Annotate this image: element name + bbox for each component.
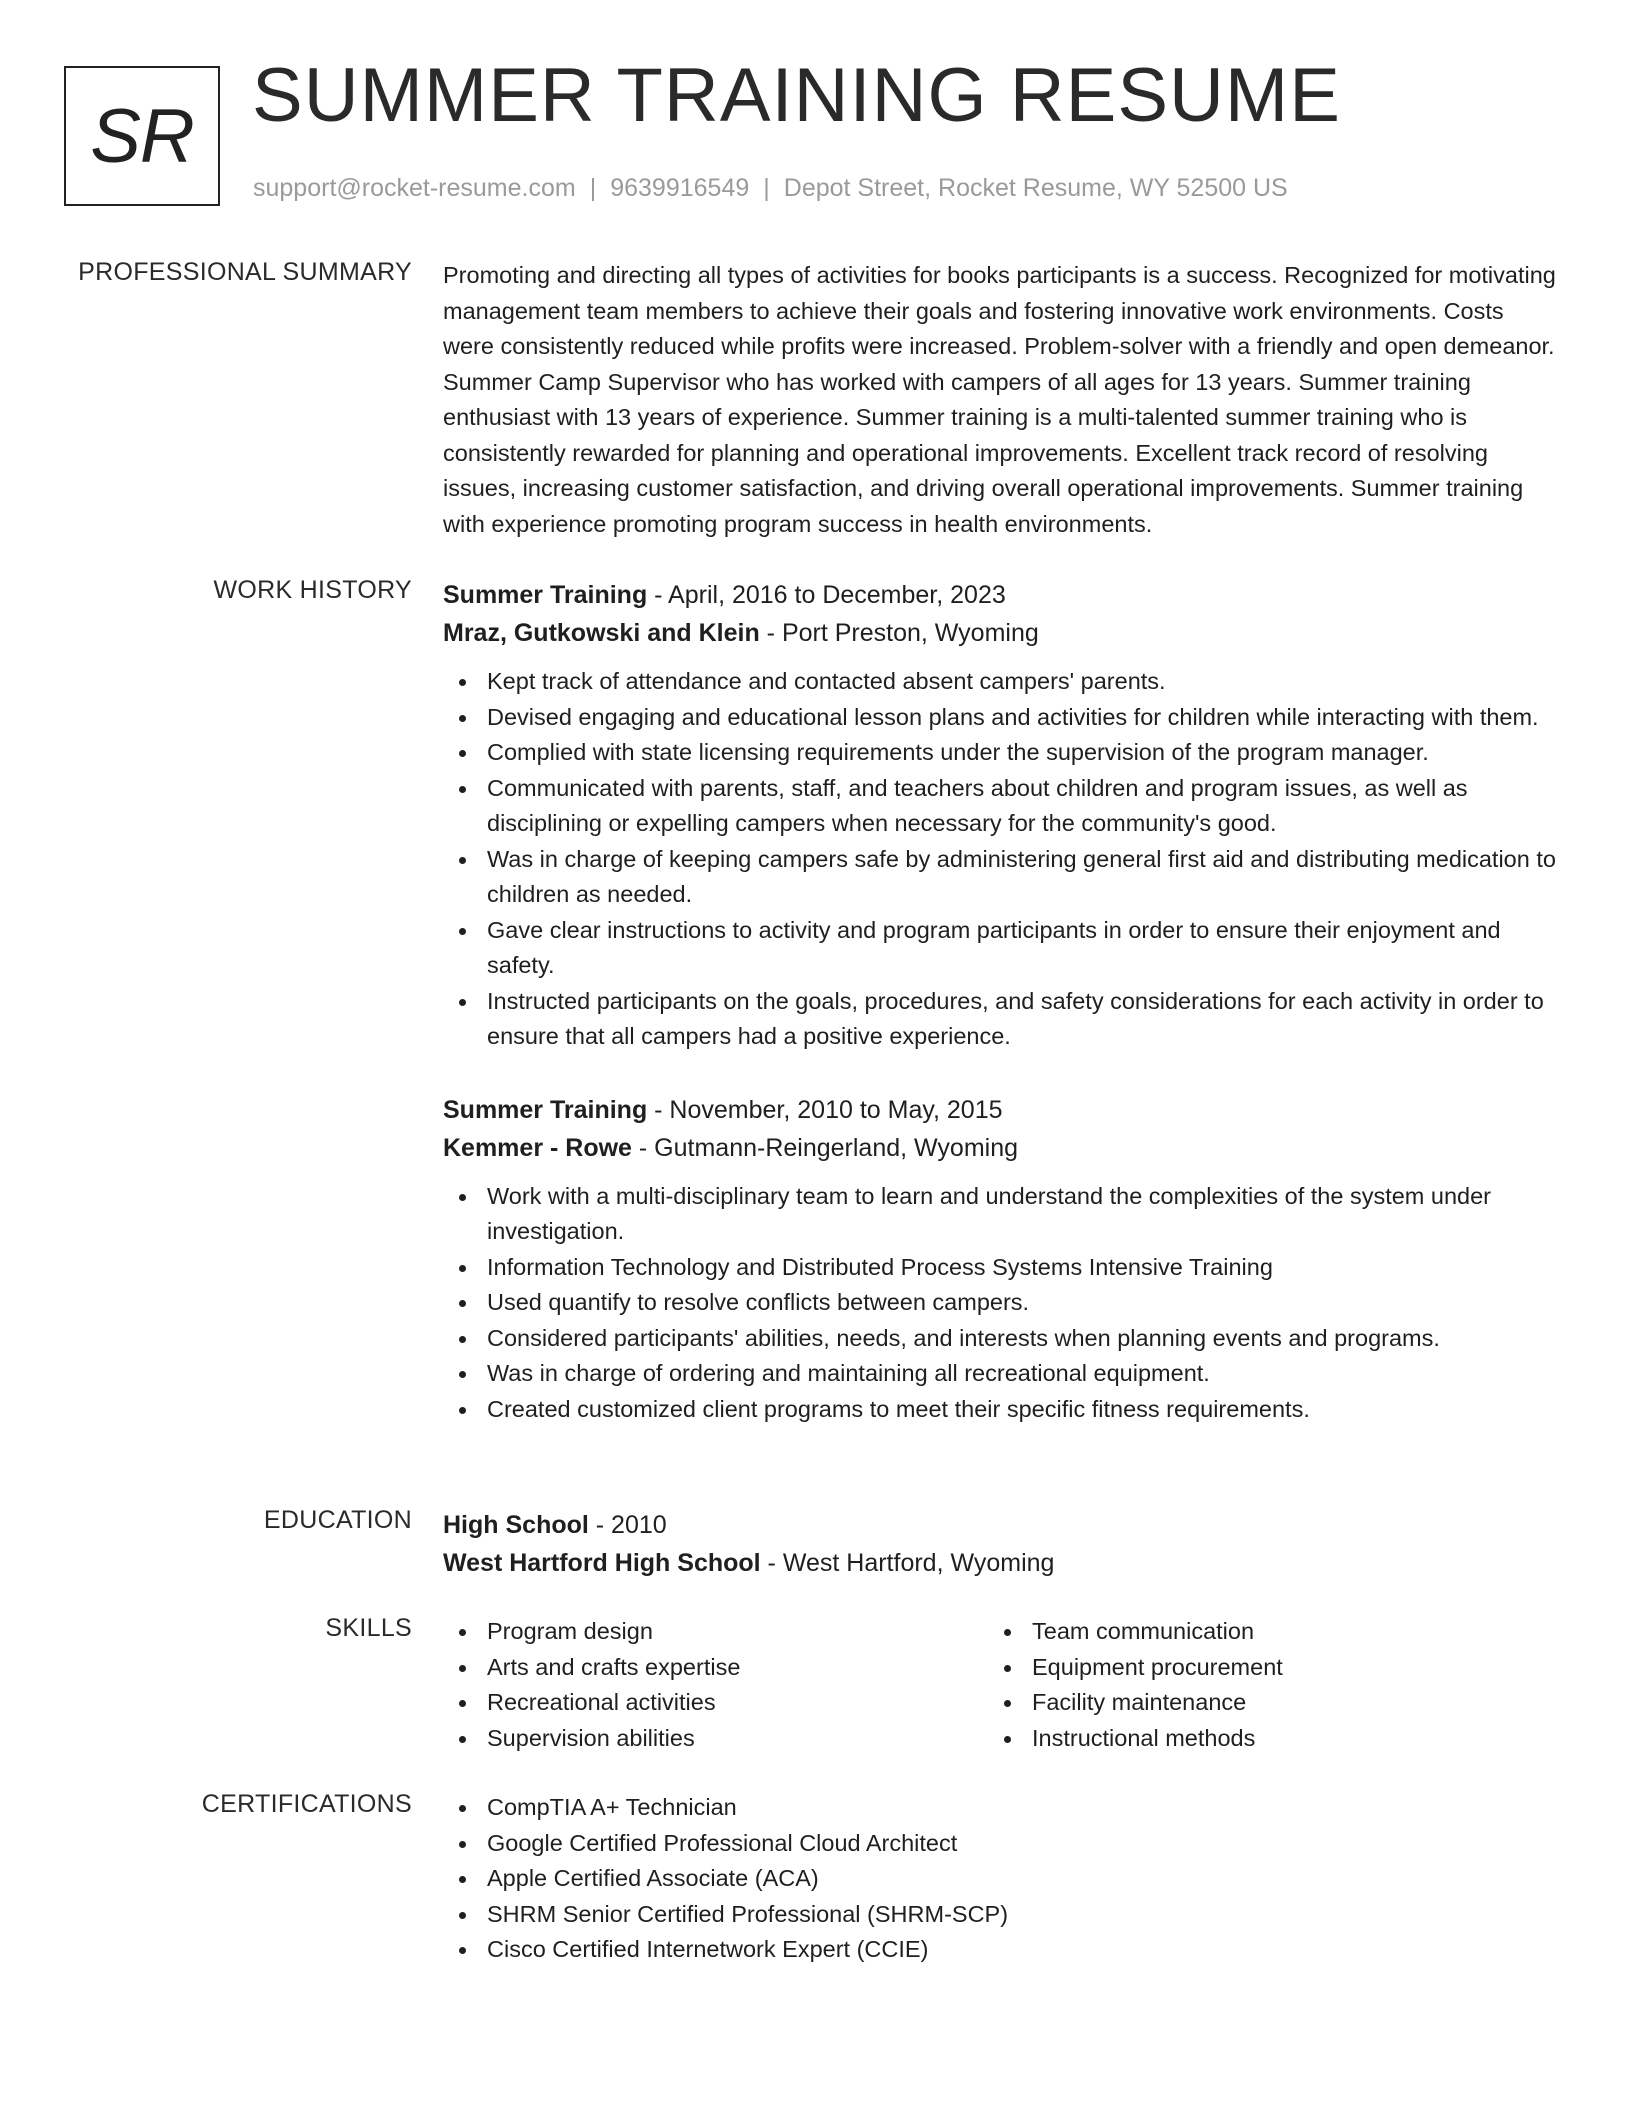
job-bullet: Complied with state licensing requirements under the supervision of the program manager. (443, 735, 1556, 771)
skill-item: Equipment procurement (988, 1650, 1533, 1686)
certifications-body (443, 1790, 1556, 1968)
job-title: Summer Training (443, 1095, 648, 1124)
job-bullet: Gave clear instructions to activity and program participants in order to ensure their enjoyment and safety. (443, 913, 1556, 984)
skill-item: Supervision abilities (443, 1721, 988, 1757)
skill-item: Arts and crafts expertise (443, 1650, 988, 1686)
section-label-education: EDUCATION (263, 1506, 412, 1534)
education-degree: High School (443, 1511, 589, 1539)
education-degree-line (443, 1506, 1556, 1544)
job-bullet: Devised engaging and educational lesson plans and activities for children while interacting with them. (443, 700, 1556, 736)
job-dates: - April, 2016 to December, 2023 (647, 581, 1006, 609)
contact-address: Depot Street, Rocket Resume, WY 52500 US (783, 174, 1288, 202)
section-label-skills: SKILLS (325, 1614, 412, 1642)
job-company: Kemmer - Rowe (443, 1133, 632, 1162)
certification-item: Google Certified Professional Cloud Architect (443, 1826, 1556, 1862)
job-bullet: Kept track of attendance and contacted absent campers' parents. (443, 664, 1556, 700)
education-body (443, 1506, 1556, 1582)
job-entry (443, 1091, 1556, 1428)
work-body (443, 576, 1556, 1427)
certification-item: Apple Certified Associate (ACA) (443, 1861, 1556, 1897)
job-bullet: Communicated with parents, staff, and teachers about children and program issues, as well as disciplining or expelling campers when necessary for the community's good. (443, 771, 1556, 842)
skills-list (443, 1614, 988, 1756)
job-bullet: Was in charge of keeping campers safe by administering general first aid and distributing medication to children as needed. (443, 842, 1556, 913)
contact-email: support@rocket-resume.com (253, 174, 576, 202)
skill-item: Program design (443, 1614, 988, 1650)
education-year: - 2010 (588, 1511, 667, 1539)
certification-item: CompTIA A+ Technician (443, 1790, 1556, 1826)
job-title-line (443, 576, 1556, 614)
monogram-logo: SR (64, 66, 220, 206)
skill-item: Recreational activities (443, 1685, 988, 1721)
section-label-summary: PROFESSIONAL SUMMARY (78, 258, 412, 286)
skills-column-2 (988, 1614, 1533, 1756)
education-school: West Hartford High School (443, 1549, 761, 1577)
contact-separator: | (763, 174, 770, 202)
job-bullets (443, 664, 1556, 1055)
certification-item: Cisco Certified Internetwork Expert (CCIE) (443, 1932, 1556, 1968)
contact-line (253, 174, 1288, 203)
job-bullet: Used quantify to resolve conflicts between campers. (443, 1285, 1556, 1321)
job-location: - Port Preston, Wyoming (759, 619, 1039, 647)
certification-item: SHRM Senior Certified Professional (SHRM-SCP) (443, 1897, 1556, 1933)
resume-title: SUMMER TRAINING RESUME (252, 53, 1341, 138)
education-school-line (443, 1544, 1556, 1582)
job-bullet: Information Technology and Distributed Process Systems Intensive Training (443, 1250, 1556, 1286)
skill-item: Instructional methods (988, 1721, 1533, 1757)
skills-list (988, 1614, 1533, 1756)
job-bullet: Considered participants' abilities, needs, and interests when planning events and programs. (443, 1321, 1556, 1357)
skills-body (443, 1614, 1556, 1756)
job-bullets (443, 1179, 1556, 1428)
certifications-list (443, 1790, 1556, 1968)
job-entry (443, 576, 1556, 1055)
job-dates: - November, 2010 to May, 2015 (647, 1095, 1003, 1124)
section-label-certifications: CERTIFICATIONS (201, 1790, 412, 1818)
skills-columns (443, 1614, 1556, 1756)
job-bullet: Created customized client programs to meet their specific fitness requirements. (443, 1392, 1556, 1428)
job-bullet: Instructed participants on the goals, procedures, and safety considerations for each activity in order to ensure that all campers had a positive experience. (443, 984, 1556, 1055)
contact-separator: | (589, 174, 597, 202)
contact-phone: 9639916549 (610, 174, 750, 202)
job-location: - Gutmann-Reingerland, Wyoming (631, 1133, 1019, 1162)
skill-item: Team communication (988, 1614, 1533, 1650)
job-title-line (443, 1091, 1556, 1129)
job-title: Summer Training (443, 581, 648, 609)
skills-column-1 (443, 1614, 988, 1756)
summary-body (443, 258, 1556, 542)
job-company: Mraz, Gutkowski and Klein (443, 619, 760, 647)
job-company-line (443, 614, 1556, 652)
job-company-line (443, 1129, 1556, 1167)
job-bullet: Was in charge of ordering and maintaining all recreational equipment. (443, 1356, 1556, 1392)
skill-item: Facility maintenance (988, 1685, 1533, 1721)
section-label-work: WORK HISTORY (213, 576, 412, 604)
summary-text: Promoting and directing all types of activities for books participants is a success. Recognized for motivating management team members to achieve their goals and fostering innovative work environments. Costs were consistently reduced while profits were increased. Problem-solver with a friendly and open demeanor. Summer Camp Supervisor who has worked with campers of all ages for 13 years. Summer training enthusiast with 13 years of experience. Summer training is a multi-talented summer training who is consistently rewarded for planning and operational improvements. Excellent track record of resolving issues, increasing customer satisfaction, and driving overall operational improvements. Summer training with experience promoting program success in health environments. (443, 262, 1556, 537)
job-bullet: Work with a multi-disciplinary team to learn and understand the complexities of the system under investigation. (443, 1179, 1556, 1250)
education-location: - West Hartford, Wyoming (760, 1549, 1055, 1577)
